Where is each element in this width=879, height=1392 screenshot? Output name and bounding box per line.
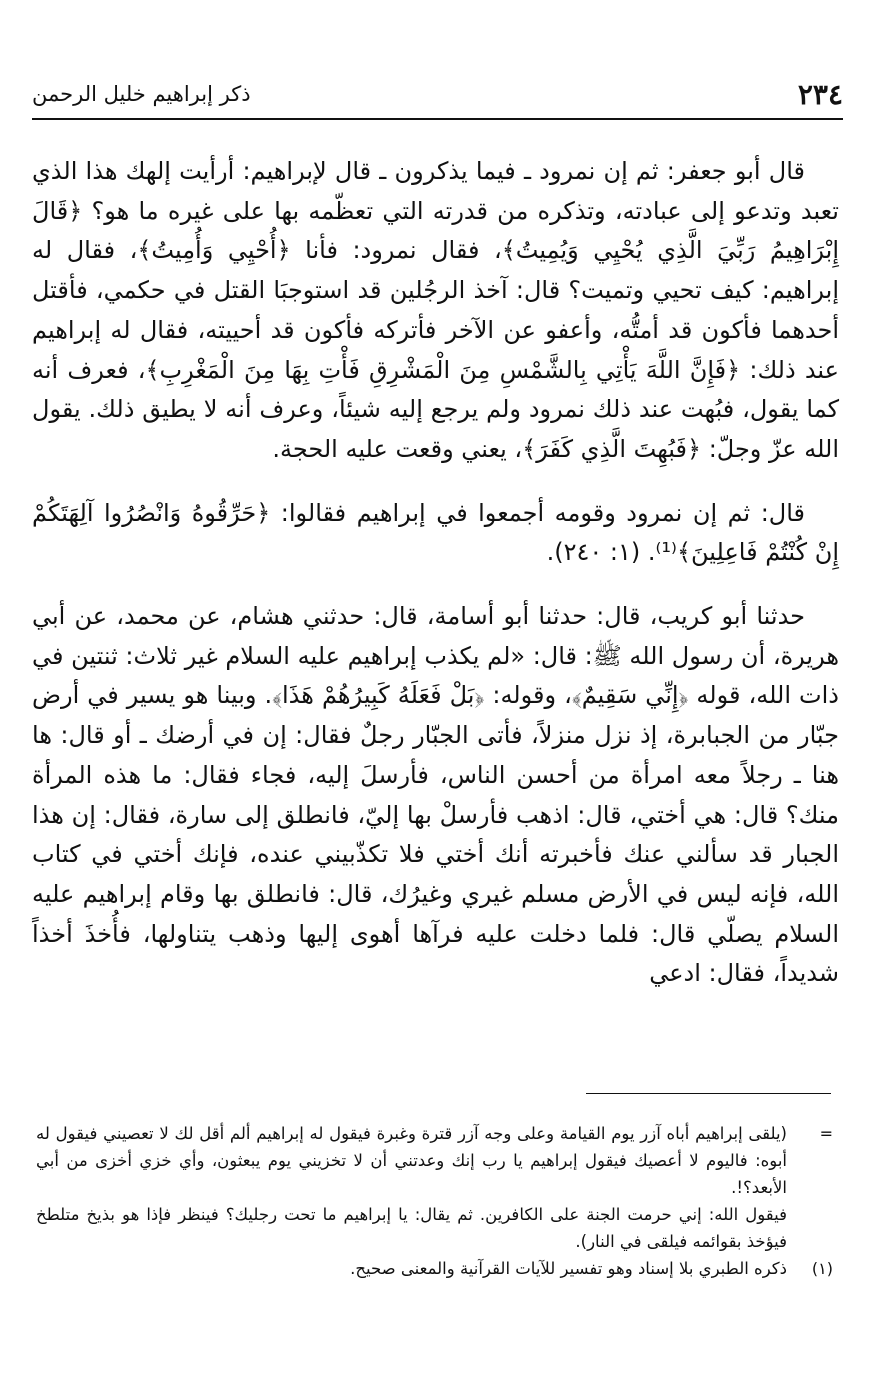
running-header: [32, 70, 843, 120]
footnote-continuation: [36, 1120, 839, 1201]
footnotes: [36, 1120, 839, 1282]
footnote-continuation-2: [36, 1201, 839, 1255]
footnote-text: فيقول الله: إني حرمت الجنة على الكافرين. ثم يقال: يا إبراهيم ما تحت رجليك؟ فينظر فإذا هو بذيخ متلطخ فيؤخذ بقوائمه فيلقى في النار).: [36, 1205, 787, 1251]
paragraph-burn-him: قال: ثم إن نمرود وقومه أجمعوا في إبراهيم فقالوا: ﴿حَرِّقُوهُ وَانْصُرُوا آلِهَتَكُمْ إِنْ كُنْتُمْ فَاعِلِينَ﴾⁽¹⁾. (١: ٢٤٠).: [32, 498, 839, 567]
main-text: [32, 152, 839, 994]
footnote-mark: =: [819, 1124, 833, 1143]
paragraph-nimrod-dispute: قال أبو جعفر: ثم إن نمرود ـ فيما يذكرون ـ قال لإبراهيم: أرأيت إلهك هذا الذي تعبد وتدعو إلى عبادته، وتذكره من قدرته التي تعظّمه بها على غيره ما هو؟ ﴿قَالَ إِبْرَاهِيمُ رَبِّيَ الَّذِي يُحْيِي وَيُمِيتُ﴾، فقال نمرود: فأنا ﴿أُحْيِي وَأُمِيتُ﴾، فقال له إبراهيم: كيف تحيي وتميت؟ قال: آخذ الرجُلين قد استوجبَا القتل في حكمي، فأقتل أحدهما فأكون قد أمتُّه، وأعفو عن الآخر فأتركه فأكون قد أحييته، فقال له إبراهيم عند ذلك: ﴿فَإِنَّ اللَّهَ يَأْتِي بِالشَّمْسِ مِنَ الْمَشْرِقِ فَأْتِ بِهَا مِنَ الْمَغْرِبِ﴾، فعرف أنه كما يقول، فبُهت عند ذلك نمرود ولم يرجع إليه شيئاً، وعرف أنه لا يطيق ذلك. يقول الله عزّ وجلّ: ﴿فَبُهِتَ الَّذِي كَفَرَ﴾، يعني وقعت عليه الحجة.: [32, 157, 839, 463]
running-title: ذكر إبراهيم خليل الرحمن: [32, 82, 251, 106]
footnote-text: ذكره الطبري بلا إسناد وهو تفسير للآيات القرآنية والمعنى صحيح.: [350, 1259, 787, 1278]
footnote-1: [36, 1255, 839, 1282]
paragraph-hadith-three-lies: حدثنا أبو كريب، قال: حدثنا أبو أسامة، قال: حدثني هشام، عن محمد، عن أبي هريرة، أن رسول الله ﷺ: قال: «لم يكذب إبراهيم عليه السلام غير ثلاث: ثنتين في ذات الله، قوله ﴿إِنِّي سَقِيمٌ﴾، وقوله: ﴿بَلْ فَعَلَهُ كَبِيرُهُمْ هَذَا﴾. وبينا هو يسير في أرض جبّار من الجبابرة، إذ نزل منزلاً، فأتى الجبّار رجلٌ فقال: إن في أرضك ـ أو قال: ها هنا ـ رجلاً معه امرأة من أحسن الناس، فأرسلَ إليه، فجاء فقال: ما هذه المرأة منك؟ قال: هي أختي، قال: اذهب فأرسلْ بها إليّ، فانطلق إلى سارة، فقال: إن هذا الجبار قد سألني عنك فأخبرته أنك أختي فلا تكذّبيني عنده، فإنك أختي في كتاب الله، فإنه ليس في الأرض مسلم غيري وغيرُك، قال: فانطلق بها وقام إبراهيم عليه السلام يصلّي قال: فلما دخلت عليه فرآها أهوى إليها وذهب يتناولها، فأُخذَ أخذاً شديداً، فقال: ادعي: [32, 602, 839, 988]
footnote-separator: [586, 1093, 831, 1094]
footnote-text: (يلقى إبراهيم أباه آزر يوم القيامة وعلى وجه آزر قترة وغبرة فيقول له إبراهيم ألم أقل لك لا تعصيني فيقول له أبوه: فاليوم لا أعصيك فيقول إبراهيم يا رب إنك وعدتني أن لا تخزيني يوم يبعثون، وأي خزي أخزى من أبي الأبعد؟!.: [36, 1124, 787, 1197]
footnote-mark: (١): [811, 1259, 833, 1278]
page-number: ٢٣٤: [797, 78, 843, 111]
